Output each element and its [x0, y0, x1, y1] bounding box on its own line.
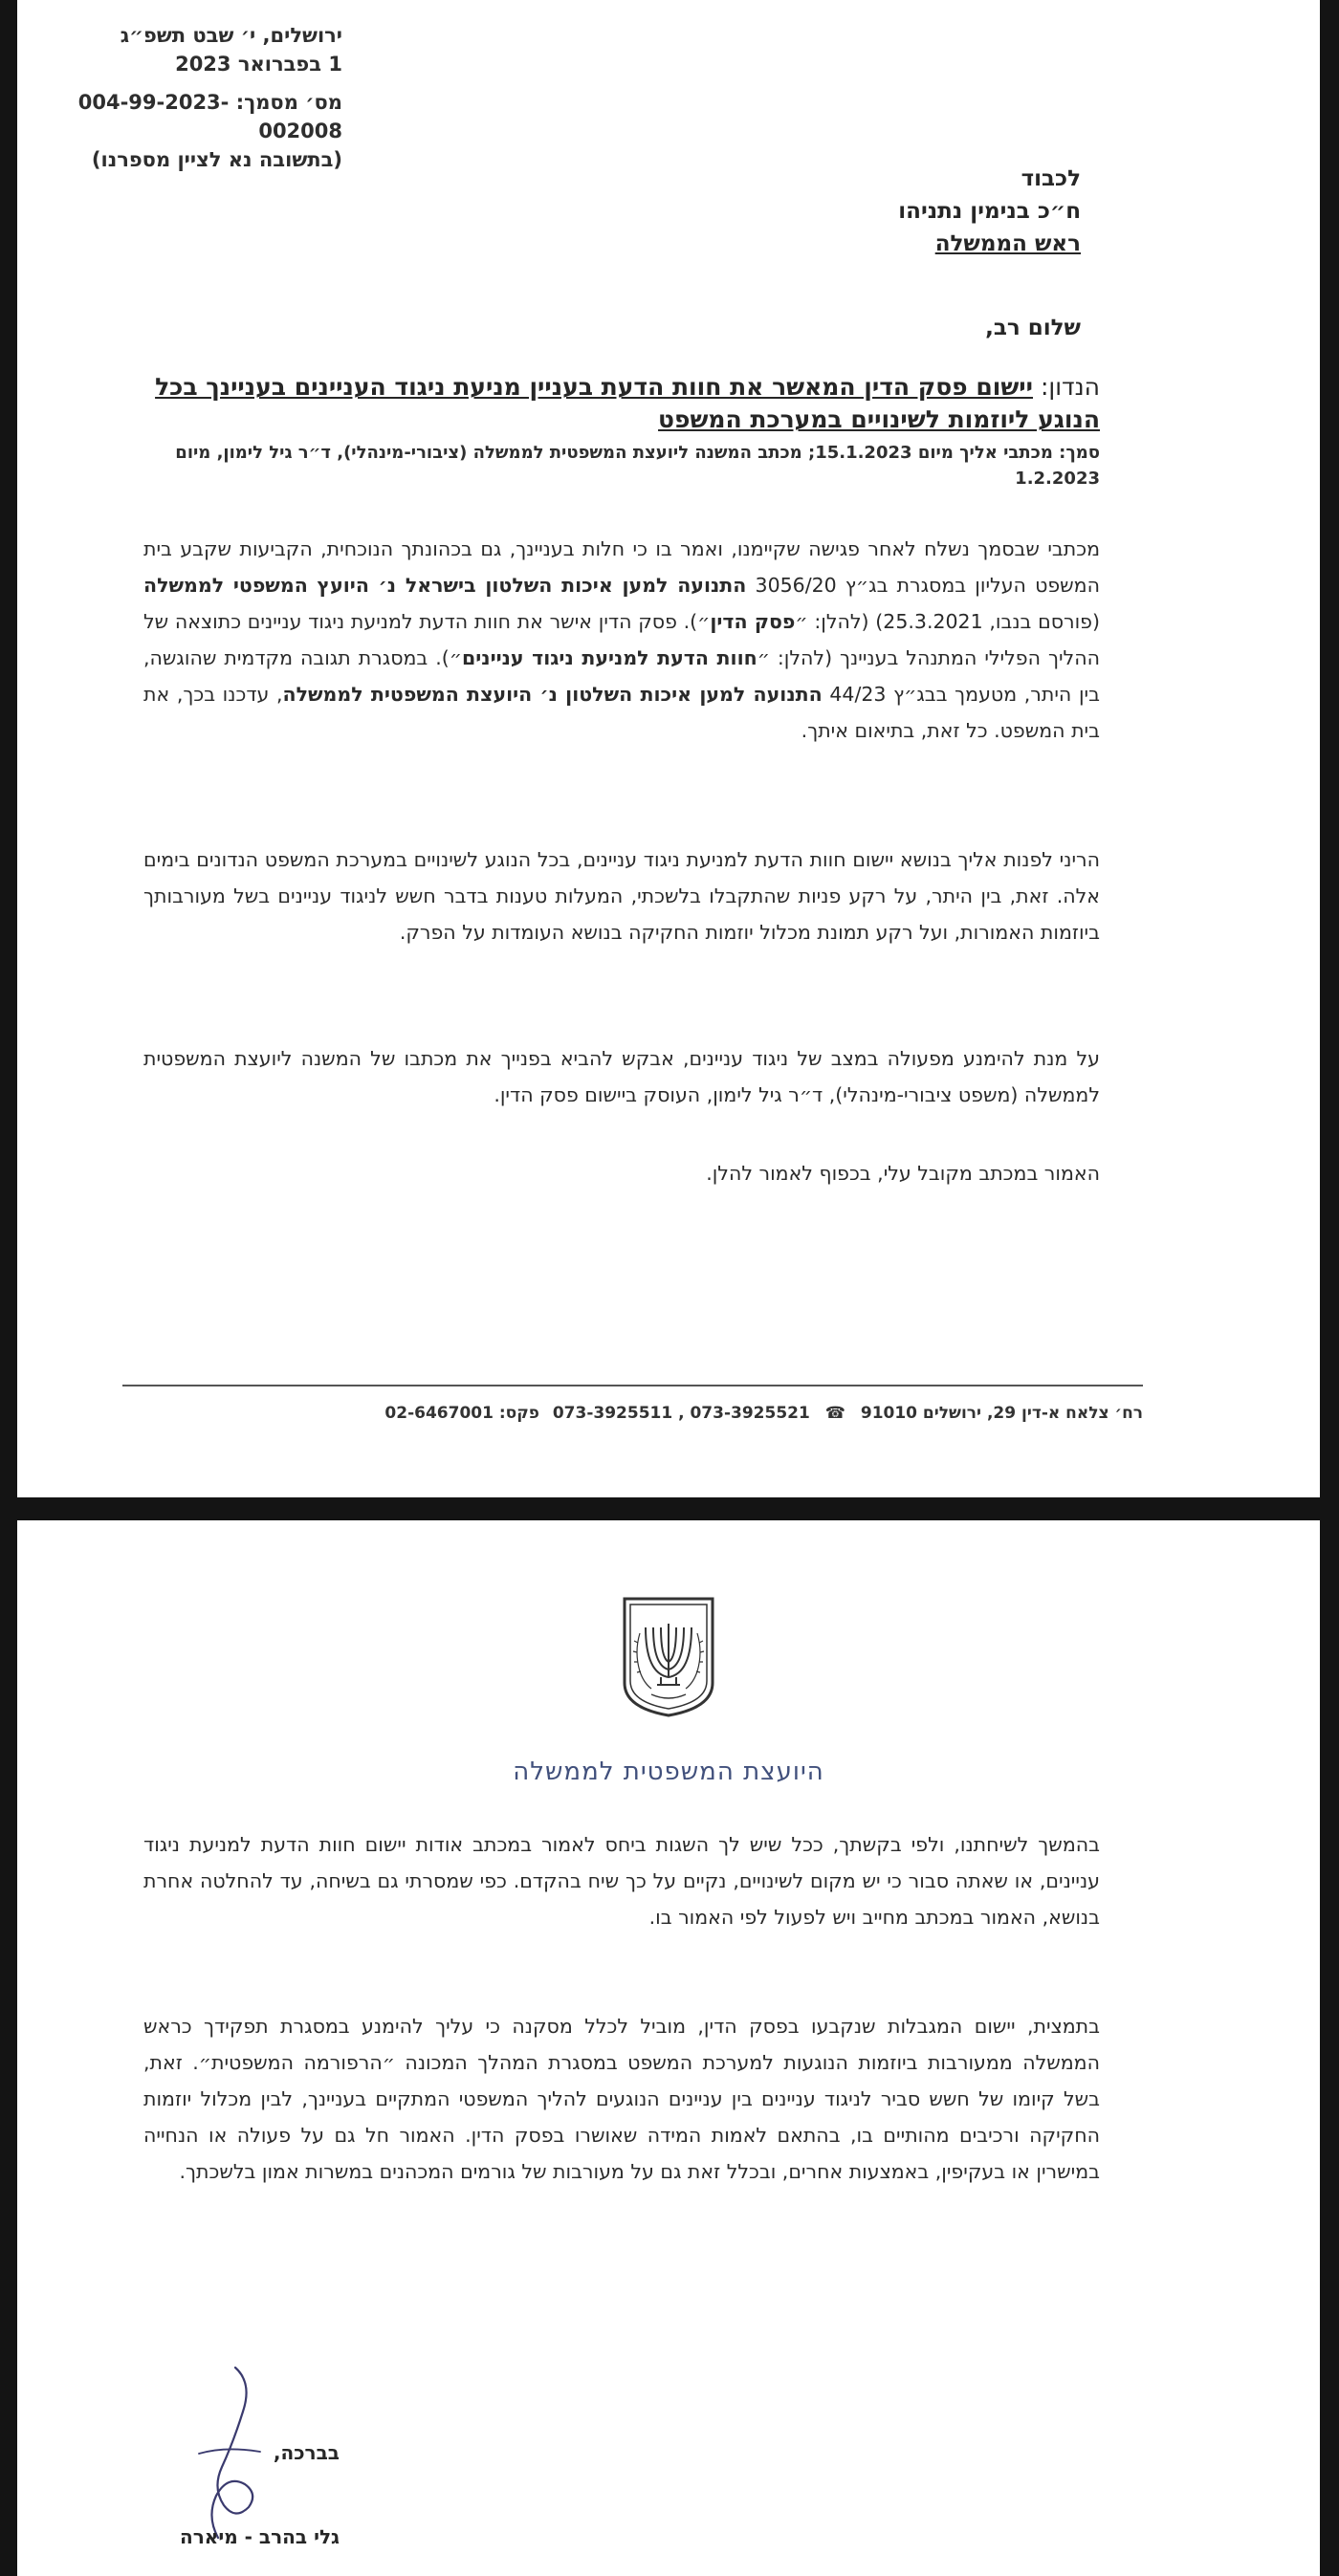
- closing-salutation: בברכה,: [273, 2441, 340, 2464]
- para1-text-2: (פורסם בנבו, 25.3.2021) (להלן: ״: [795, 610, 1100, 633]
- letter-page-1: [17, 0, 1320, 1497]
- body-paragraph-4: האמור במכתב מקובל עלי, בכפוף לאמור להלן.: [706, 1162, 1100, 1185]
- recipient-title: ראש הממשלה: [934, 231, 1081, 256]
- footer-divider: [122, 1385, 1143, 1386]
- recipient-name: ח״כ בנימין נתניהו: [898, 199, 1081, 224]
- reference-line: סמך: מכתבי אליך מיום 15.1.2023; מכתב המשנה ליועצת המשפטית לממשלה (ציבורי-מינהלי), ד״ר גיל לימון, מיום 1.2.2023: [175, 443, 1100, 489]
- recipient-address: [507, 163, 1081, 260]
- para1-case-name-1: התנועה למען איכות השלטון בישראל נ׳ היועץ המשפטי לממשלה: [143, 574, 747, 597]
- para1-defined-term-ruling: פסק הדין: [710, 610, 796, 633]
- signer-name: גלי בהרב - מיארה: [180, 2525, 340, 2548]
- office-title: היועצת המשפטית לממשלה: [513, 1757, 824, 1786]
- body-paragraph-3: על מנת להימנע מפעולה במצב של ניגוד עניינים, אבקש להביא בפנייך את מכתבו של המשנה ליועצת המשפטית לממשלה (משפט ציבורי-מינהלי), ד״ר גיל לימון, העוסק ביישום פסק הדין.: [143, 1047, 1100, 1106]
- para1-text-1: מכתבי שבסמך נשלח לאחר פגישה שקיימנו, ואמר בו כי חלות בעניינך, גם בכהונתך הנוכחית, הקביעות שקבע בית המשפט העליון במסגרת בג״ץ 3056/20: [143, 537, 1101, 597]
- letterhead-footer: [122, 1404, 1143, 1423]
- letter-page-2: [17, 1520, 1320, 2576]
- para1-text-5: , עדכנו בכך, את בית המשפט. כל זאת, בתיאום איתך.: [143, 683, 1100, 742]
- document-number: מס׳ מסמך: 004-99-2023-002008: [77, 91, 342, 142]
- page2-paragraph-2: בתמצית, יישום המגבלות שנקבעו בפסק הדין, מוביל לכלל מסקנה כי עליך להימנע במסגרת תפקידך כראש הממשלה ממעורבות ביוזמות הנוגעות למערכת המשפט במסגרת המהלך המכונה ״הרפורמה המשפטית״. זאת, בשל קיומו של חשש סביר לניגוד עניינים בין עניינים הנוגעים להליך המשפטי המתקיים בעניינך, לבין מכלול יוזמות החקיקה ורכיבים מהותיים בו, בהתאם לאמות המידה שאושרו בפסק הדין. האמור חל גם על פעולה או הנחייה במישרין או בעקיפין, באמצעות אחרים, ובכלל זאת גם על מעורבות של גורמים המכהנים במשרות אמון בלשכתך.: [143, 2015, 1100, 2183]
- footer-address: רח׳ צלאח א-דין 29, ירושלים 91010: [860, 1404, 1143, 1423]
- document-number-block: [27, 88, 342, 174]
- body-paragraph-1: [143, 531, 1100, 749]
- para1-text-3: ״). פסק הדין אישר את חוות הדעת למניעת ניגוד עניינים כתוצאה של ההליך הפלילי המתנהל בעניינך (להלן: ״: [143, 610, 1100, 669]
- subject-line: [153, 371, 1100, 436]
- footer-fax: פקס: 02-6467001: [384, 1404, 539, 1423]
- date-hebrew: ירושלים, י׳ שבט תשפ״ג: [120, 24, 342, 47]
- para1-case-name-2: התנועה למען איכות השלטון נ׳ היועצת המשפטית לממשלה: [282, 683, 823, 706]
- subject-label: הנדון:: [1040, 373, 1100, 401]
- page2-paragraph-1: בהמשך לשיחתנו, ולפי בקשתך, ככל שיש לך השגות ביחס לאמור במכתב אודות יישום חוות הדעת למניעת ניגוד עניינים, או שאתה סבור כי יש מקום לשינויים, נקיים על כך שיח בהקדם. כפי שמסרתי גם בשיחה, עד להחלטה אחרת בנושא, האמור במכתב מחייב ויש לפעול לפי האמור בו.: [143, 1833, 1100, 1929]
- subject-text: יישום פסק הדין המאשר את חוות הדעת בעניין מניעת ניגוד העניינים בעניינך בכל הנוגע ליוזמות לשינויים במערכת המשפט: [155, 373, 1100, 433]
- signature-block: [110, 2438, 340, 2551]
- para1-defined-term-opinion: חוות הדעת למניעת ניגוד עניינים: [461, 646, 757, 669]
- to-label: לכבוד: [1021, 166, 1081, 191]
- phone-icon: ☎: [824, 1404, 845, 1423]
- para1-text-4: ״). במסגרת תגובה מקדמית שהוגשה, בין היתר, מטעמך בבג״ץ 44/23: [143, 646, 1100, 706]
- state-emblem-menorah-icon: [619, 1595, 718, 1717]
- reply-reference-note: (בתשובה נא לציין מספרנו): [91, 148, 342, 171]
- greeting: שלום רב,: [985, 316, 1081, 340]
- footer-phones: 073-3925511 , 073-3925521: [552, 1404, 810, 1423]
- body-paragraph-2: הריני לפנות אליך בנושא יישום חוות הדעת למניעת ניגוד עניינים, בכל הנוגע לשינויים במערכת המשפט הנדונים בימים אלה. זאת, בין היתר, על רקע פניות שהתקבלו בלשכתי, המעלות טענות בדבר חשש לניגוד עניינים בשל מעורבותך ביוזמות האמורות, ועל רקע תמונת מכלול יוזמות החקיקה בנושא העומדות על הפרק.: [143, 848, 1100, 944]
- date-gregorian: 1 בפברואר 2023: [175, 53, 342, 76]
- letter-date-block: [27, 21, 342, 78]
